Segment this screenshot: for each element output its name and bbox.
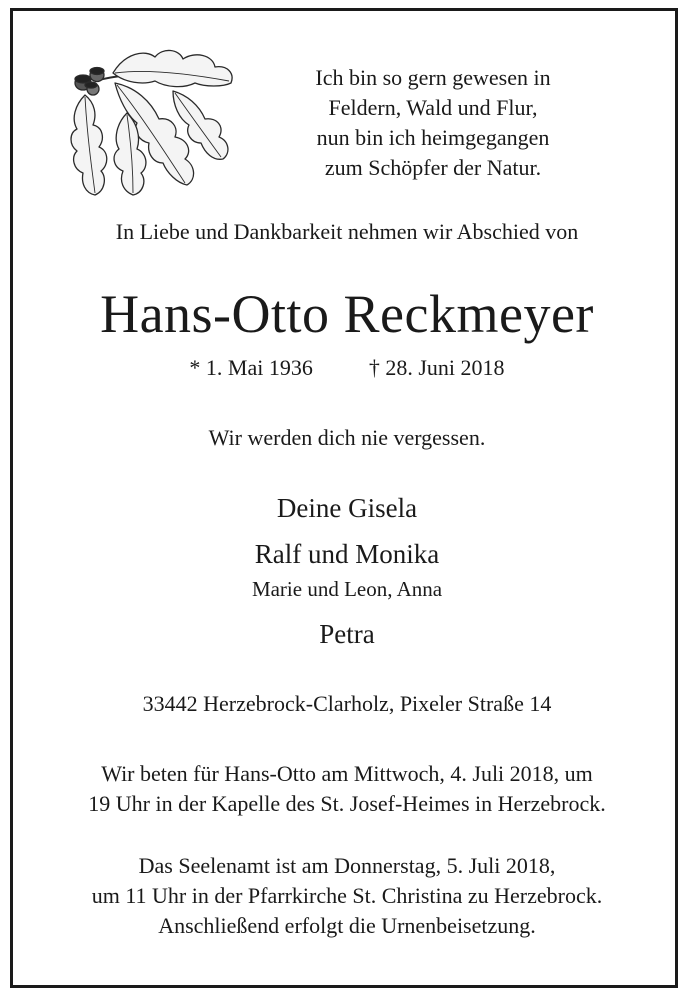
birth-date: * 1. Mai 1936: [189, 355, 313, 380]
requiem-line: Anschließend erfolgt die Urnenbeisetzung.: [158, 913, 536, 938]
obituary-card: [10, 8, 678, 988]
oak-leaves-icon: [55, 43, 240, 203]
family-address: 33442 Herzebrock-Clarholz, Pixeler Straße 14: [142, 691, 552, 716]
deceased-name: Hans-Otto Reckmeyer: [100, 284, 594, 344]
poem: [263, 63, 603, 183]
requiem-notice: [13, 851, 681, 941]
poem-line: nun bin ich heimgegangen: [316, 125, 550, 150]
requiem-line: Das Seelenamt ist am Donnerstag, 5. Juli 2018,: [138, 853, 556, 878]
poem-line: Ich bin so gern gewesen in: [315, 65, 551, 90]
poem-line: Feldern, Wald und Flur,: [328, 95, 538, 120]
mourner-line: Ralf und Monika: [254, 539, 440, 569]
prayer-line: 19 Uhr in der Kapelle des St. Josef-Heimes in Herzebrock.: [88, 791, 606, 816]
poem-line: zum Schöpfer der Natur.: [324, 155, 542, 180]
intro-text: In Liebe und Dankbarkeit nehmen wir Abschied von: [115, 219, 579, 244]
prayer-line: Wir beten für Hans-Otto am Mittwoch, 4. Juli 2018, um: [101, 761, 593, 786]
mourner-line: Deine Gisela: [276, 493, 418, 523]
prayer-notice: [13, 759, 681, 819]
death-date: † 28. Juni 2018: [368, 355, 505, 380]
mourner-line: Petra: [319, 619, 375, 649]
life-dates: [13, 355, 681, 381]
requiem-line: um 11 Uhr in der Pfarrkirche St. Christina zu Herzebrock.: [91, 883, 603, 908]
memorial-message: Wir werden dich nie vergessen.: [208, 425, 486, 450]
mourner-line: Marie und Leon, Anna: [251, 577, 443, 601]
